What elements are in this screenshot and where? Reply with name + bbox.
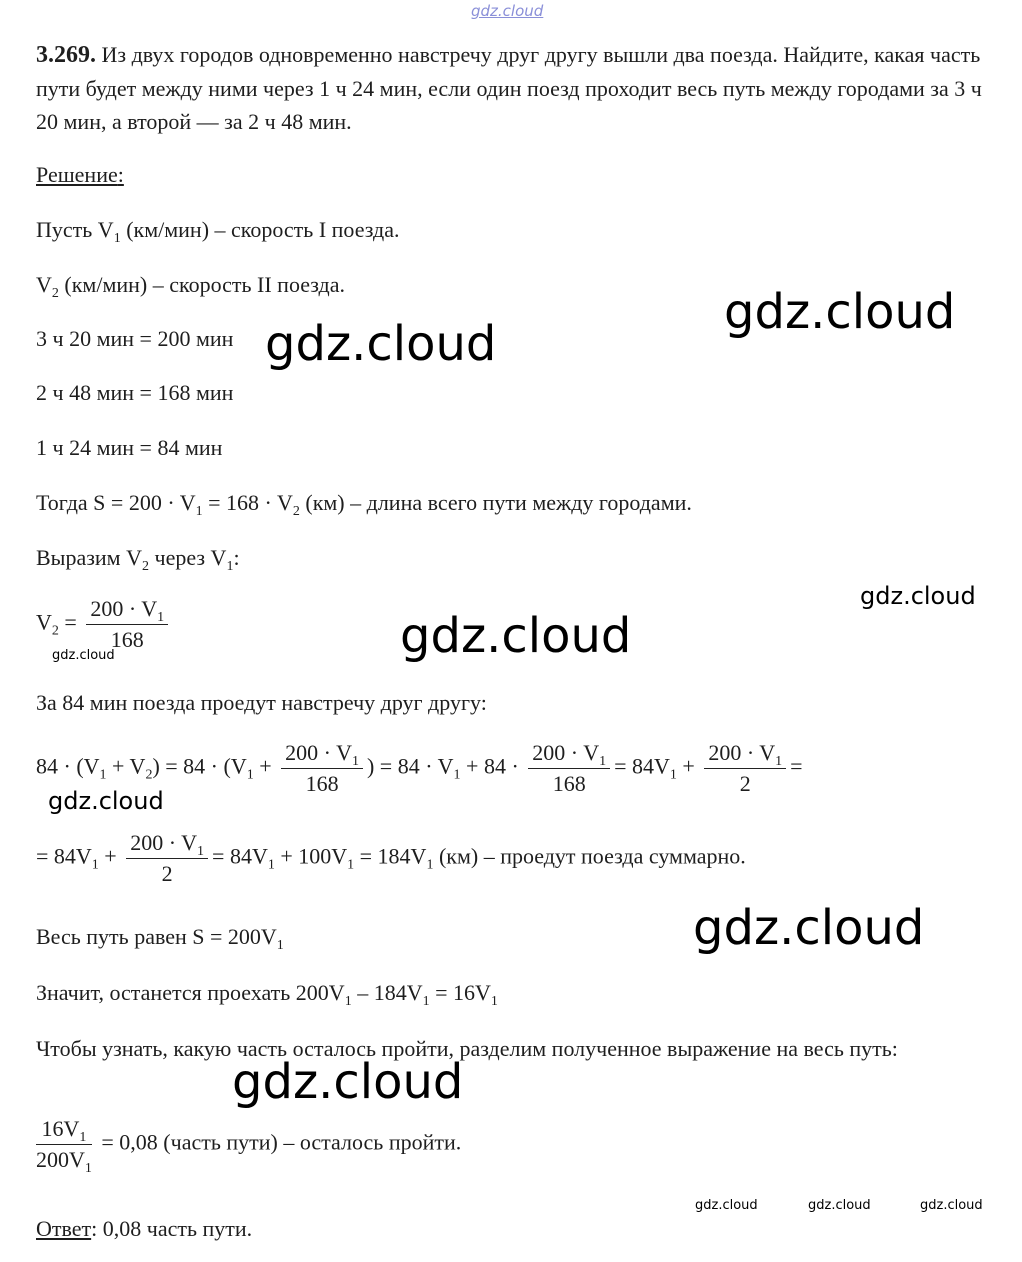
solution-line-2: $V_2$ (км/мин) – скорость II поезда.	[36, 272, 346, 301]
solution-line-11: Чтобы узнать, какую часть осталось пройти, разделим полученное выражение на весь путь:	[36, 1036, 898, 1061]
watermark: gdz.cloud	[232, 1054, 464, 1110]
solution-line-7: Выразим $V_2$ через $V_1$:	[36, 545, 240, 574]
solution-line-1: Пусть $V_1$ (км/мин) – скорость I поезда.	[36, 217, 400, 246]
equation-total: = $84V_1$ + $\frac{200 \cdot V_1}{2}$ = $84V_1 + 100V_1 = 184V_1$ (км) – проедут поезда суммарно.	[36, 830, 746, 886]
solution-line-6: Тогда $S = 200 \cdot V_1 = 168 \cdot V_2$ (км) – длина всего пути между городами.	[36, 490, 692, 519]
solution-line-8: За 84 мин поезда проедут навстречу друг другу:	[36, 690, 487, 715]
watermark: gdz.cloud	[48, 787, 164, 815]
watermark: gdz.cloud	[724, 284, 956, 340]
problem-number: 3.269.	[36, 42, 96, 68]
equation-v2: $V_2$ = $\frac{200 \cdot V_1}{168}$	[36, 596, 172, 653]
watermark: gdz.cloud	[52, 648, 115, 663]
watermark: gdz.cloud	[695, 1198, 758, 1213]
equation-sum: $84 \cdot (V_1 + V_2) = 84 \cdot (V_1$ + $\frac{200 \cdot V_1}{168}$ ) = $84 \cdot V_1 + 84$ · $\frac{200 \cdot V_1}{168}$ = $84V_1$ + $\frac{200 \cdot V_1}{2}$ =	[36, 740, 803, 796]
solution-line-5: 1 ч 24 мин = 84 мин	[36, 435, 223, 460]
watermark: gdz.cloud	[400, 608, 632, 664]
solution-line-4: 2 ч 48 мин = 168 мин	[36, 380, 234, 405]
answer-line: Ответ: 0,08 часть пути.	[36, 1216, 253, 1241]
watermark: gdz.cloud	[860, 582, 976, 610]
solution-line-10: Значит, останется проехать $200V_1 - 184V_1 = 16V_1$	[36, 980, 498, 1009]
problem-statement	[36, 38, 1006, 138]
solution-heading: Решение:	[36, 162, 124, 187]
solution-line-9: Весь путь равен $S = 200V_1$	[36, 924, 284, 953]
solution-line-3: 3 ч 20 мин = 200 мин	[36, 326, 234, 351]
equation-fraction: $\frac{16V_1}{200V_1}$ = 0,08 (часть пути) – осталось пройти.	[36, 1116, 462, 1176]
watermark: gdz.cloud	[920, 1198, 983, 1213]
watermark: gdz.cloud	[693, 900, 925, 956]
watermark: gdz.cloud	[808, 1198, 871, 1213]
problem-text: Из двух городов одновременно навстречу друг другу вышли два поезда. Найдите, какая часть пути будет между ними через 1 ч 24 мин, если один поезд проходит весь путь между городами за 3 ч 20 мин, а второй — за 2 ч 48 мин.	[36, 42, 982, 134]
watermark-top: gdz.cloud	[471, 2, 544, 20]
watermark: gdz.cloud	[265, 316, 497, 372]
